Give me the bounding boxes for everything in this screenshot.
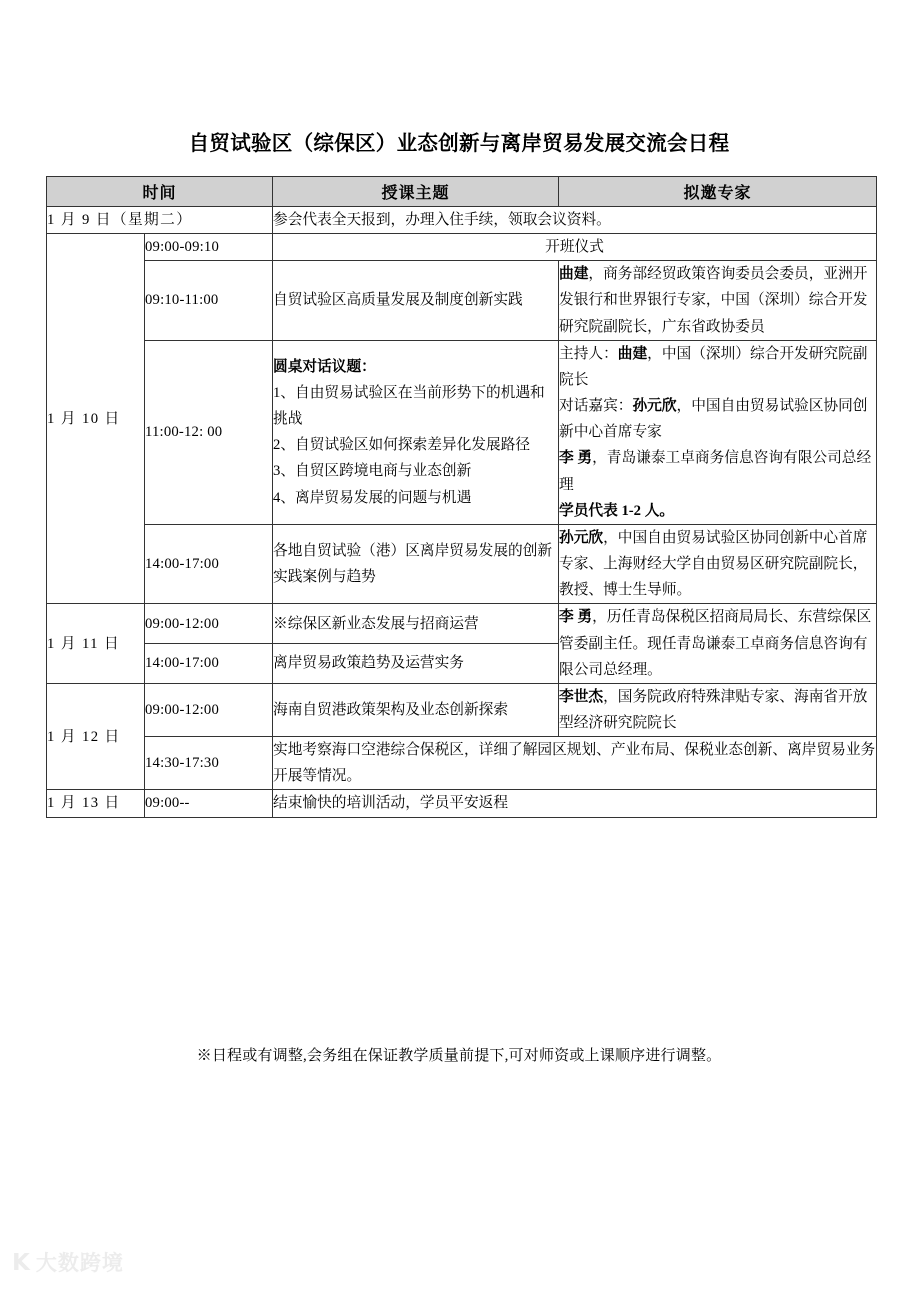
expert-name: 曲建 bbox=[559, 266, 589, 283]
slot-topic: 结束愉快的培训活动，学员平安返程 bbox=[273, 790, 877, 817]
expert-desc: ，商务部经贸政策咨询委员会委员，亚洲开发银行和世界银行专家，中国（深圳）综合开发研究院副院长，广东省政协委员 bbox=[559, 266, 868, 335]
roundtable-item: 3、自贸区跨境电商与业态创新 bbox=[273, 463, 472, 480]
slot-expert bbox=[559, 261, 877, 340]
slot-expert-roundtable bbox=[559, 340, 877, 524]
watermark bbox=[12, 1252, 124, 1275]
row-date-jan9: 1 月 9 日（星期二） bbox=[47, 207, 273, 234]
expert-desc: ，历任青岛保税区招商局局长、东营综保区管委副主任。现任青岛谦泰工卓商务信息咨询有限公司总经理。 bbox=[559, 609, 872, 678]
expert-guest-name: 孙元欣 bbox=[632, 398, 677, 415]
logo-icon: K bbox=[12, 1250, 30, 1276]
slot-topic: ※综保区新业态发展与招商运营 bbox=[273, 604, 559, 644]
slot-time: 14:00-17:00 bbox=[145, 524, 273, 603]
table-row bbox=[47, 524, 877, 603]
slot-time: 14:30-17:30 bbox=[145, 737, 273, 790]
expert-host-desc: ，中国（深圳）综合开发研究院副院长 bbox=[559, 345, 868, 388]
slot-time: 11:00-12: 00 bbox=[145, 340, 273, 524]
expert-desc: ，中国自由贸易试验区协同创新中心首席专家、上海财经大学自由贸易区研究院副院长，教授、博士生导师。 bbox=[559, 529, 868, 599]
slot-time: 09:00-12:00 bbox=[145, 683, 273, 736]
row-date-jan10: 1 月 10 日 bbox=[47, 234, 145, 604]
roundtable-item: 1、自由贸易试验区在当前形势下的机遇和挑战 bbox=[273, 385, 545, 428]
roundtable-item: 4、离岸贸易发展的问题与机遇 bbox=[273, 489, 472, 506]
slot-topic: 实地考察海口空港综合保税区，详细了解园区规划、产业布局、保税业态创新、离岸贸易业务开展等情况。 bbox=[273, 737, 877, 790]
expert-name: 李世杰 bbox=[559, 688, 604, 705]
watermark-text: 大数跨境 bbox=[35, 1251, 124, 1275]
table-row bbox=[47, 207, 877, 234]
table-row bbox=[47, 234, 877, 261]
expert-guest2-name: 李 勇 bbox=[559, 450, 593, 467]
table-row bbox=[47, 683, 877, 736]
expert-name: 孙元欣 bbox=[559, 529, 604, 546]
row-date-jan12: 1 月 12 日 bbox=[47, 683, 145, 790]
schedule-table bbox=[46, 176, 877, 818]
roundtable-item: 2、自贸试验区如何探索差异化发展路径 bbox=[273, 437, 531, 454]
table-header-row bbox=[47, 177, 877, 207]
slot-topic: 开班仪式 bbox=[273, 234, 877, 261]
expert-desc: ，国务院政府特殊津贴专家、海南省开放型经济研究院院长 bbox=[559, 688, 868, 731]
table-row bbox=[47, 737, 877, 790]
column-header-topic: 授课主题 bbox=[273, 177, 559, 207]
slot-expert bbox=[559, 524, 877, 603]
slot-time: 09:00-- bbox=[145, 790, 273, 817]
slot-expert bbox=[559, 683, 877, 736]
expert-name: 李 勇 bbox=[559, 609, 593, 626]
footnote: ※日程或有调整,会务组在保证教学质量前提下,可对师资或上课顺序进行调整。 bbox=[196, 1048, 722, 1064]
slot-time: 09:00-12:00 bbox=[145, 604, 273, 644]
slot-topic: 海南自贸港政策架构及业态创新探索 bbox=[273, 683, 559, 736]
slot-time: 14:00-17:00 bbox=[145, 644, 273, 684]
expert-guest bbox=[559, 393, 876, 445]
expert-host-label: 主持人： bbox=[559, 345, 618, 362]
table-row bbox=[47, 604, 877, 644]
expert-guest-label: 对话嘉宾： bbox=[559, 398, 633, 415]
expert-guest-desc: ，中国自由贸易试验区协同创新中心首席专家 bbox=[559, 398, 868, 441]
roundtable-title: 圆桌对话议题： bbox=[273, 358, 376, 375]
expert-guest2-desc: ，青岛谦泰工卓商务信息咨询有限公司总经理 bbox=[559, 450, 872, 493]
table-row bbox=[47, 790, 877, 817]
slot-expert bbox=[559, 604, 877, 683]
page-title: 自贸试验区（综保区）业态创新与离岸贸易发展交流会日程 bbox=[188, 133, 730, 155]
row-date-jan11: 1 月 11 日 bbox=[47, 604, 145, 683]
slot-time: 09:10-11:00 bbox=[145, 261, 273, 340]
column-header-expert: 拟邀专家 bbox=[559, 177, 877, 207]
expert-guest-2 bbox=[559, 445, 876, 497]
column-header-time: 时间 bbox=[47, 177, 273, 207]
row-note-jan9: 参会代表全天报到，办理入住手续，领取会议资料。 bbox=[273, 207, 877, 234]
expert-students: 学员代表 1-2 人。 bbox=[559, 502, 675, 519]
slot-topic: 离岸贸易政策趋势及运营实务 bbox=[273, 644, 559, 684]
slot-topic-roundtable bbox=[273, 340, 559, 524]
slot-time: 09:00-09:10 bbox=[145, 234, 273, 261]
table-row bbox=[47, 340, 877, 524]
expert-host-name: 曲建 bbox=[617, 345, 648, 362]
table-row bbox=[47, 261, 877, 340]
slot-topic: 各地自贸试验（港）区离岸贸易发展的创新实践案例与趋势 bbox=[273, 524, 559, 603]
slot-topic: 自贸试验区高质量发展及制度创新实践 bbox=[273, 261, 559, 340]
expert-host bbox=[559, 341, 876, 393]
row-date-jan13: 1 月 13 日 bbox=[47, 790, 145, 817]
